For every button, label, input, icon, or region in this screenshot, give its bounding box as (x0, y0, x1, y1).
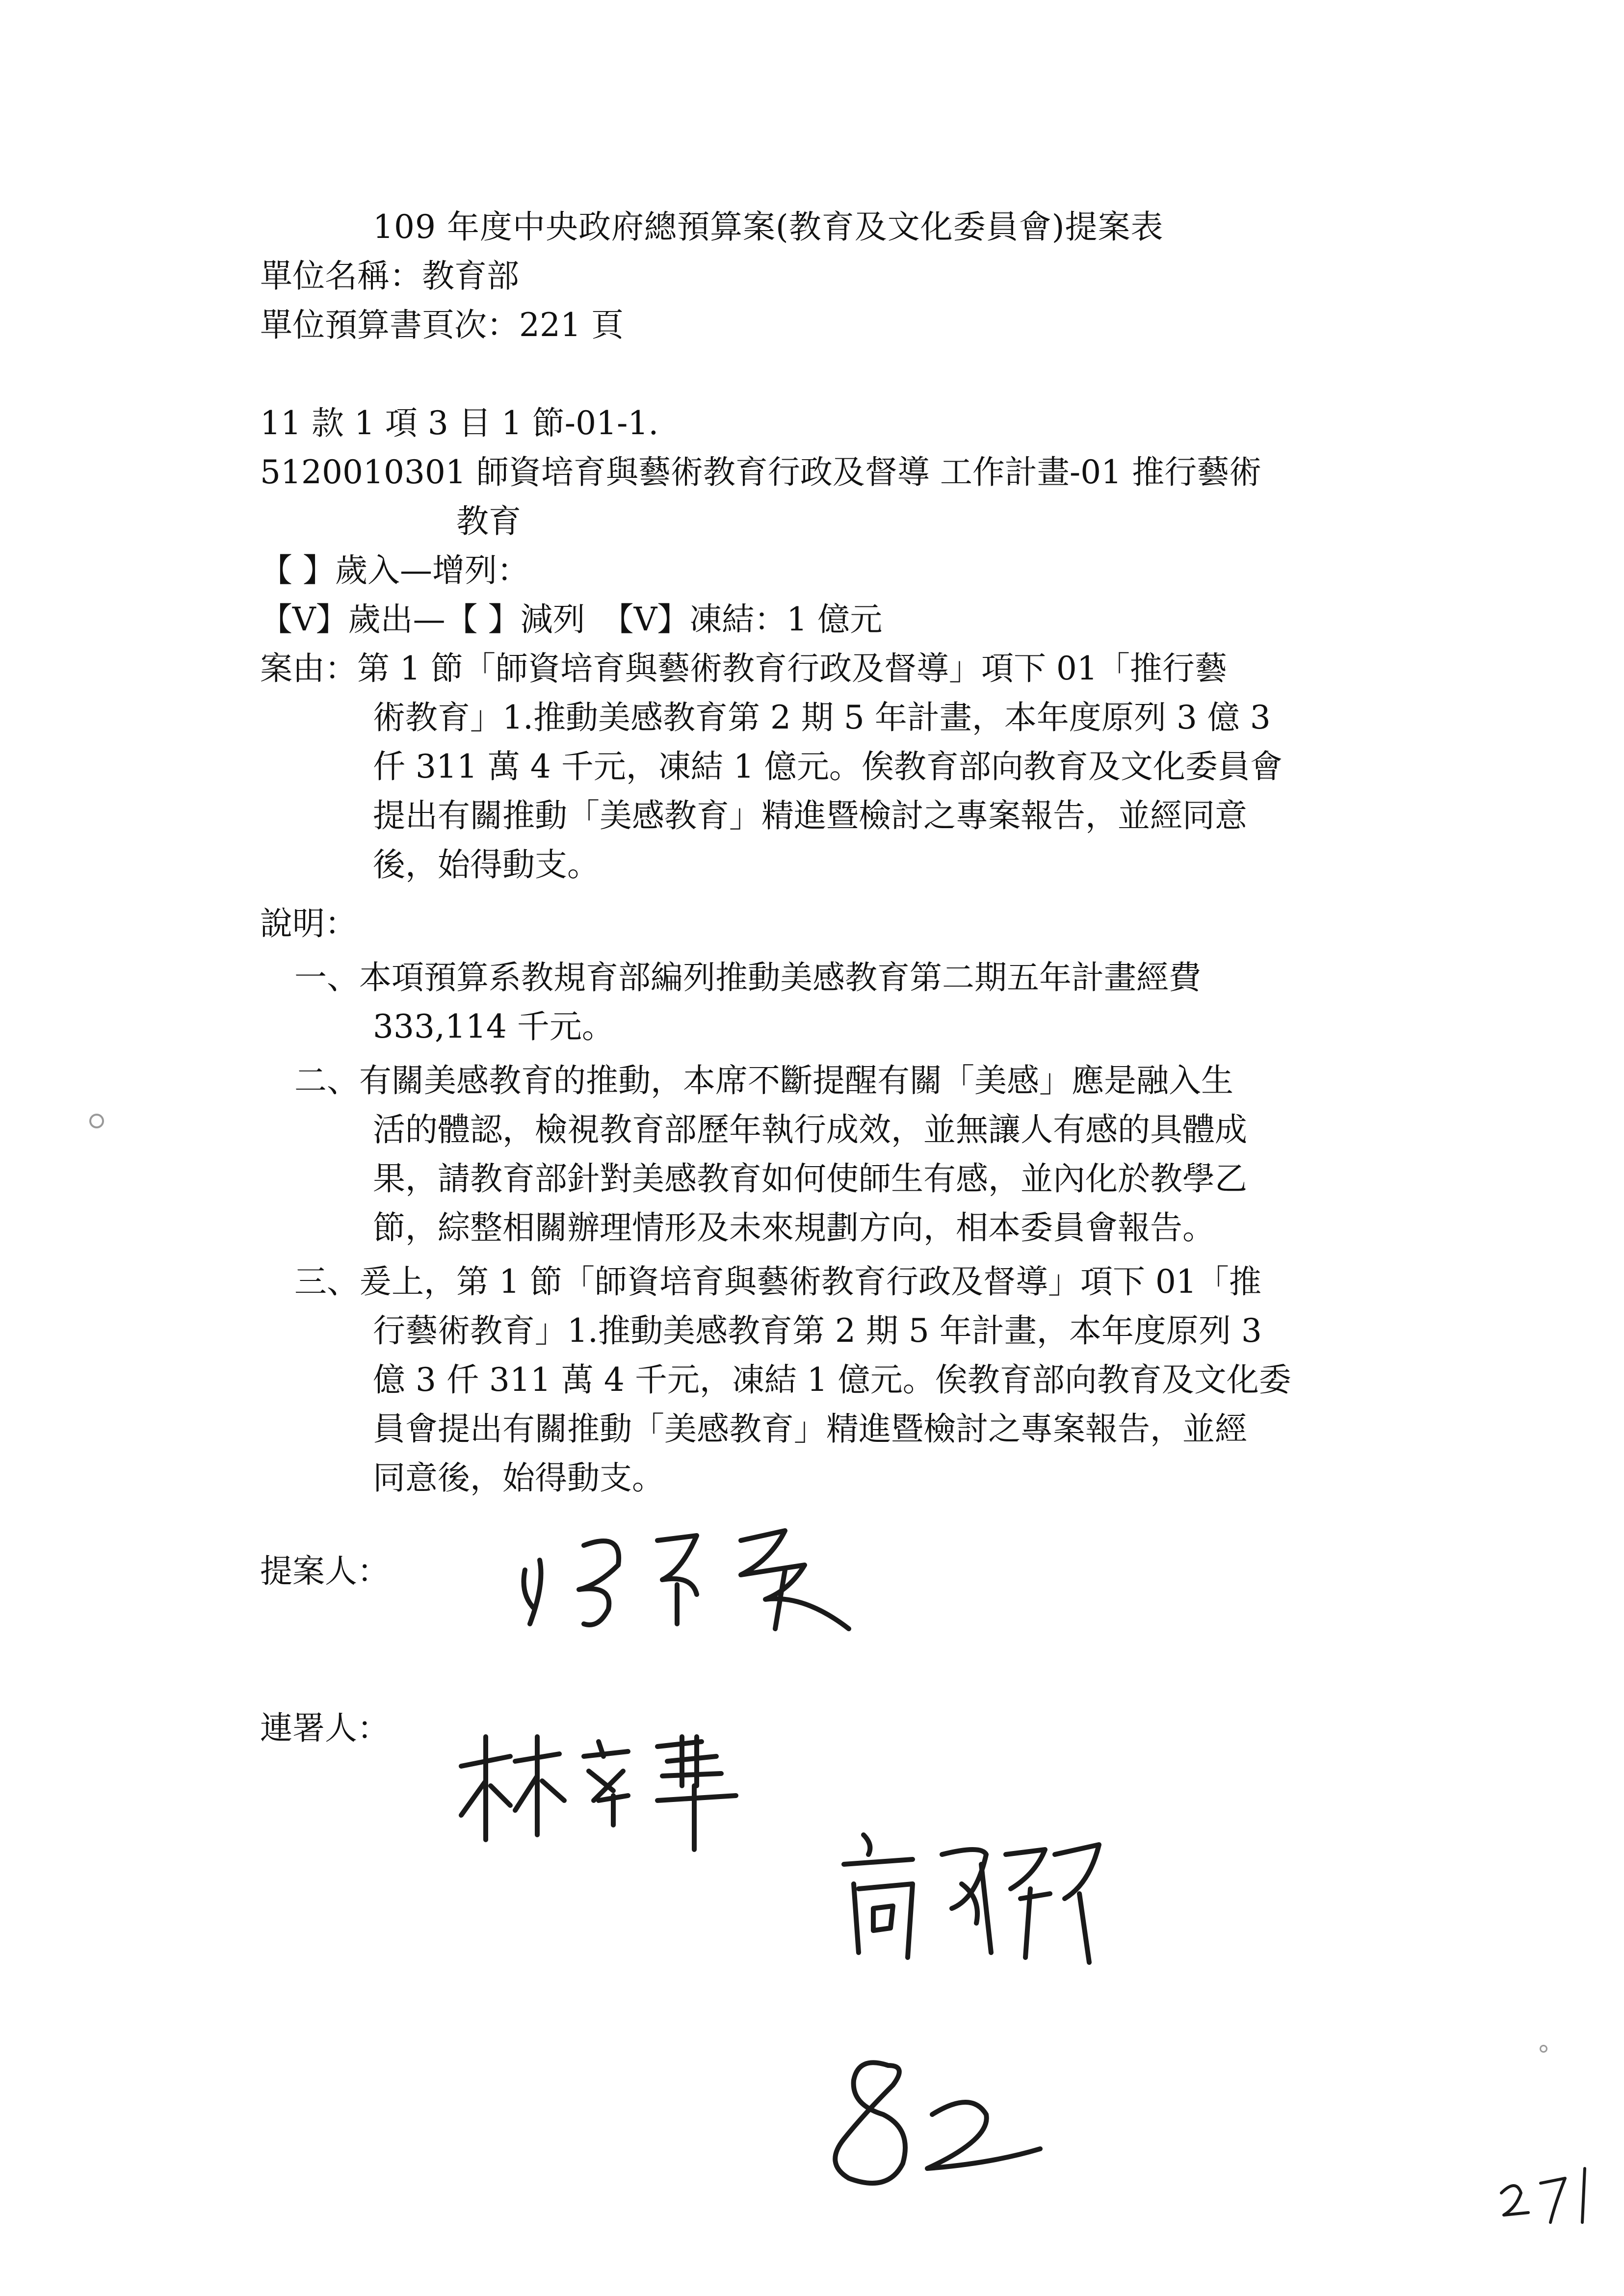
explanation-2-line: 活的體認，檢視教育部歷年執行成效，並無讓人有感的具體成 (373, 1111, 1247, 1148)
cosigner-signature-1 (451, 1727, 756, 1854)
cosigner-label: 連署人： (260, 1709, 390, 1747)
explanation-1-line: 333,114 千元。 (373, 1008, 614, 1045)
explanation-2-line: 節，綜整相關辦理情形及未來規劃方向，相本委員會報告。 (373, 1209, 1215, 1247)
explanation-2-line: 二、有關美感教育的推動，本席不斷提醒有關「美感」應是融入生 (294, 1062, 1233, 1099)
scan-speck (1540, 2045, 1547, 2053)
explanation-label: 說明： (260, 905, 357, 942)
explanation-3-line: 三、爰上，第 1 節「師資培育與藝術教育行政及督導」項下 01「推 (294, 1263, 1261, 1301)
program-line-1: 5120010301 師資培育與藝術教育行政及督導 工作計畫-01 推行藝術 (260, 453, 1262, 491)
reason-line: 仟 311 萬 4 千元，凍結 1 億元。俟教育部向教育及文化委員會 (373, 748, 1283, 785)
explanation-3-line: 行藝術教育」1.推動美感教育第 2 期 5 年計畫，本年度原列 3 (373, 1312, 1262, 1350)
explanation-2-line: 果，請教育部針對美感教育如何使師生有感，並內化於教學乙 (373, 1160, 1247, 1198)
budget-code: 11 款 1 項 3 目 1 節-01-1. (260, 404, 659, 442)
handwritten-corner-number-271 (1492, 2154, 1599, 2237)
proposer-label: 提案人： (260, 1552, 390, 1590)
revenue-increase: 【 】歲入—增列： (260, 551, 529, 589)
explanation-1-line: 一、本項預算系教規育部編列推動美感教育第二期五年計畫經費 (294, 959, 1201, 996)
reason-line: 後，始得動支。 (373, 846, 600, 884)
expenditure-freeze: 【V】歲出—【 】減列 【V】凍結：1 億元 (260, 600, 883, 638)
document-title: 109 年度中央政府總預算案(教育及文化委員會)提案表 (373, 208, 1164, 246)
unit-budget-page: 單位預算書頁次：221 頁 (260, 306, 624, 344)
explanation-3-line: 億 3 仟 311 萬 4 千元，凍結 1 億元。俟教育部向教育及文化委 (373, 1361, 1291, 1399)
program-line-2: 教育 (456, 502, 521, 540)
reason-line: 案由：第 1 節「師資培育與藝術教育行政及督導」項下 01「推行藝 (260, 650, 1227, 687)
proposer-signature (510, 1511, 873, 1639)
reason-line: 術教育」1.推動美感教育第 2 期 5 年計畫，本年度原列 3 億 3 (373, 699, 1271, 736)
reason-line: 提出有關推動「美感教育」精進暨檢討之專案報告，並經同意 (373, 797, 1247, 835)
explanation-3-line: 同意後，始得動支。 (373, 1459, 664, 1497)
unit-name: 單位名稱：教育部 (260, 257, 519, 295)
cosigner-signature-2 (834, 1825, 1138, 1972)
explanation-3-line: 員會提出有關推動「美感教育」精進暨檢討之專案報告，並經 (373, 1410, 1247, 1448)
scan-speck (89, 1114, 104, 1128)
handwritten-page-number-82 (805, 2041, 1070, 2198)
